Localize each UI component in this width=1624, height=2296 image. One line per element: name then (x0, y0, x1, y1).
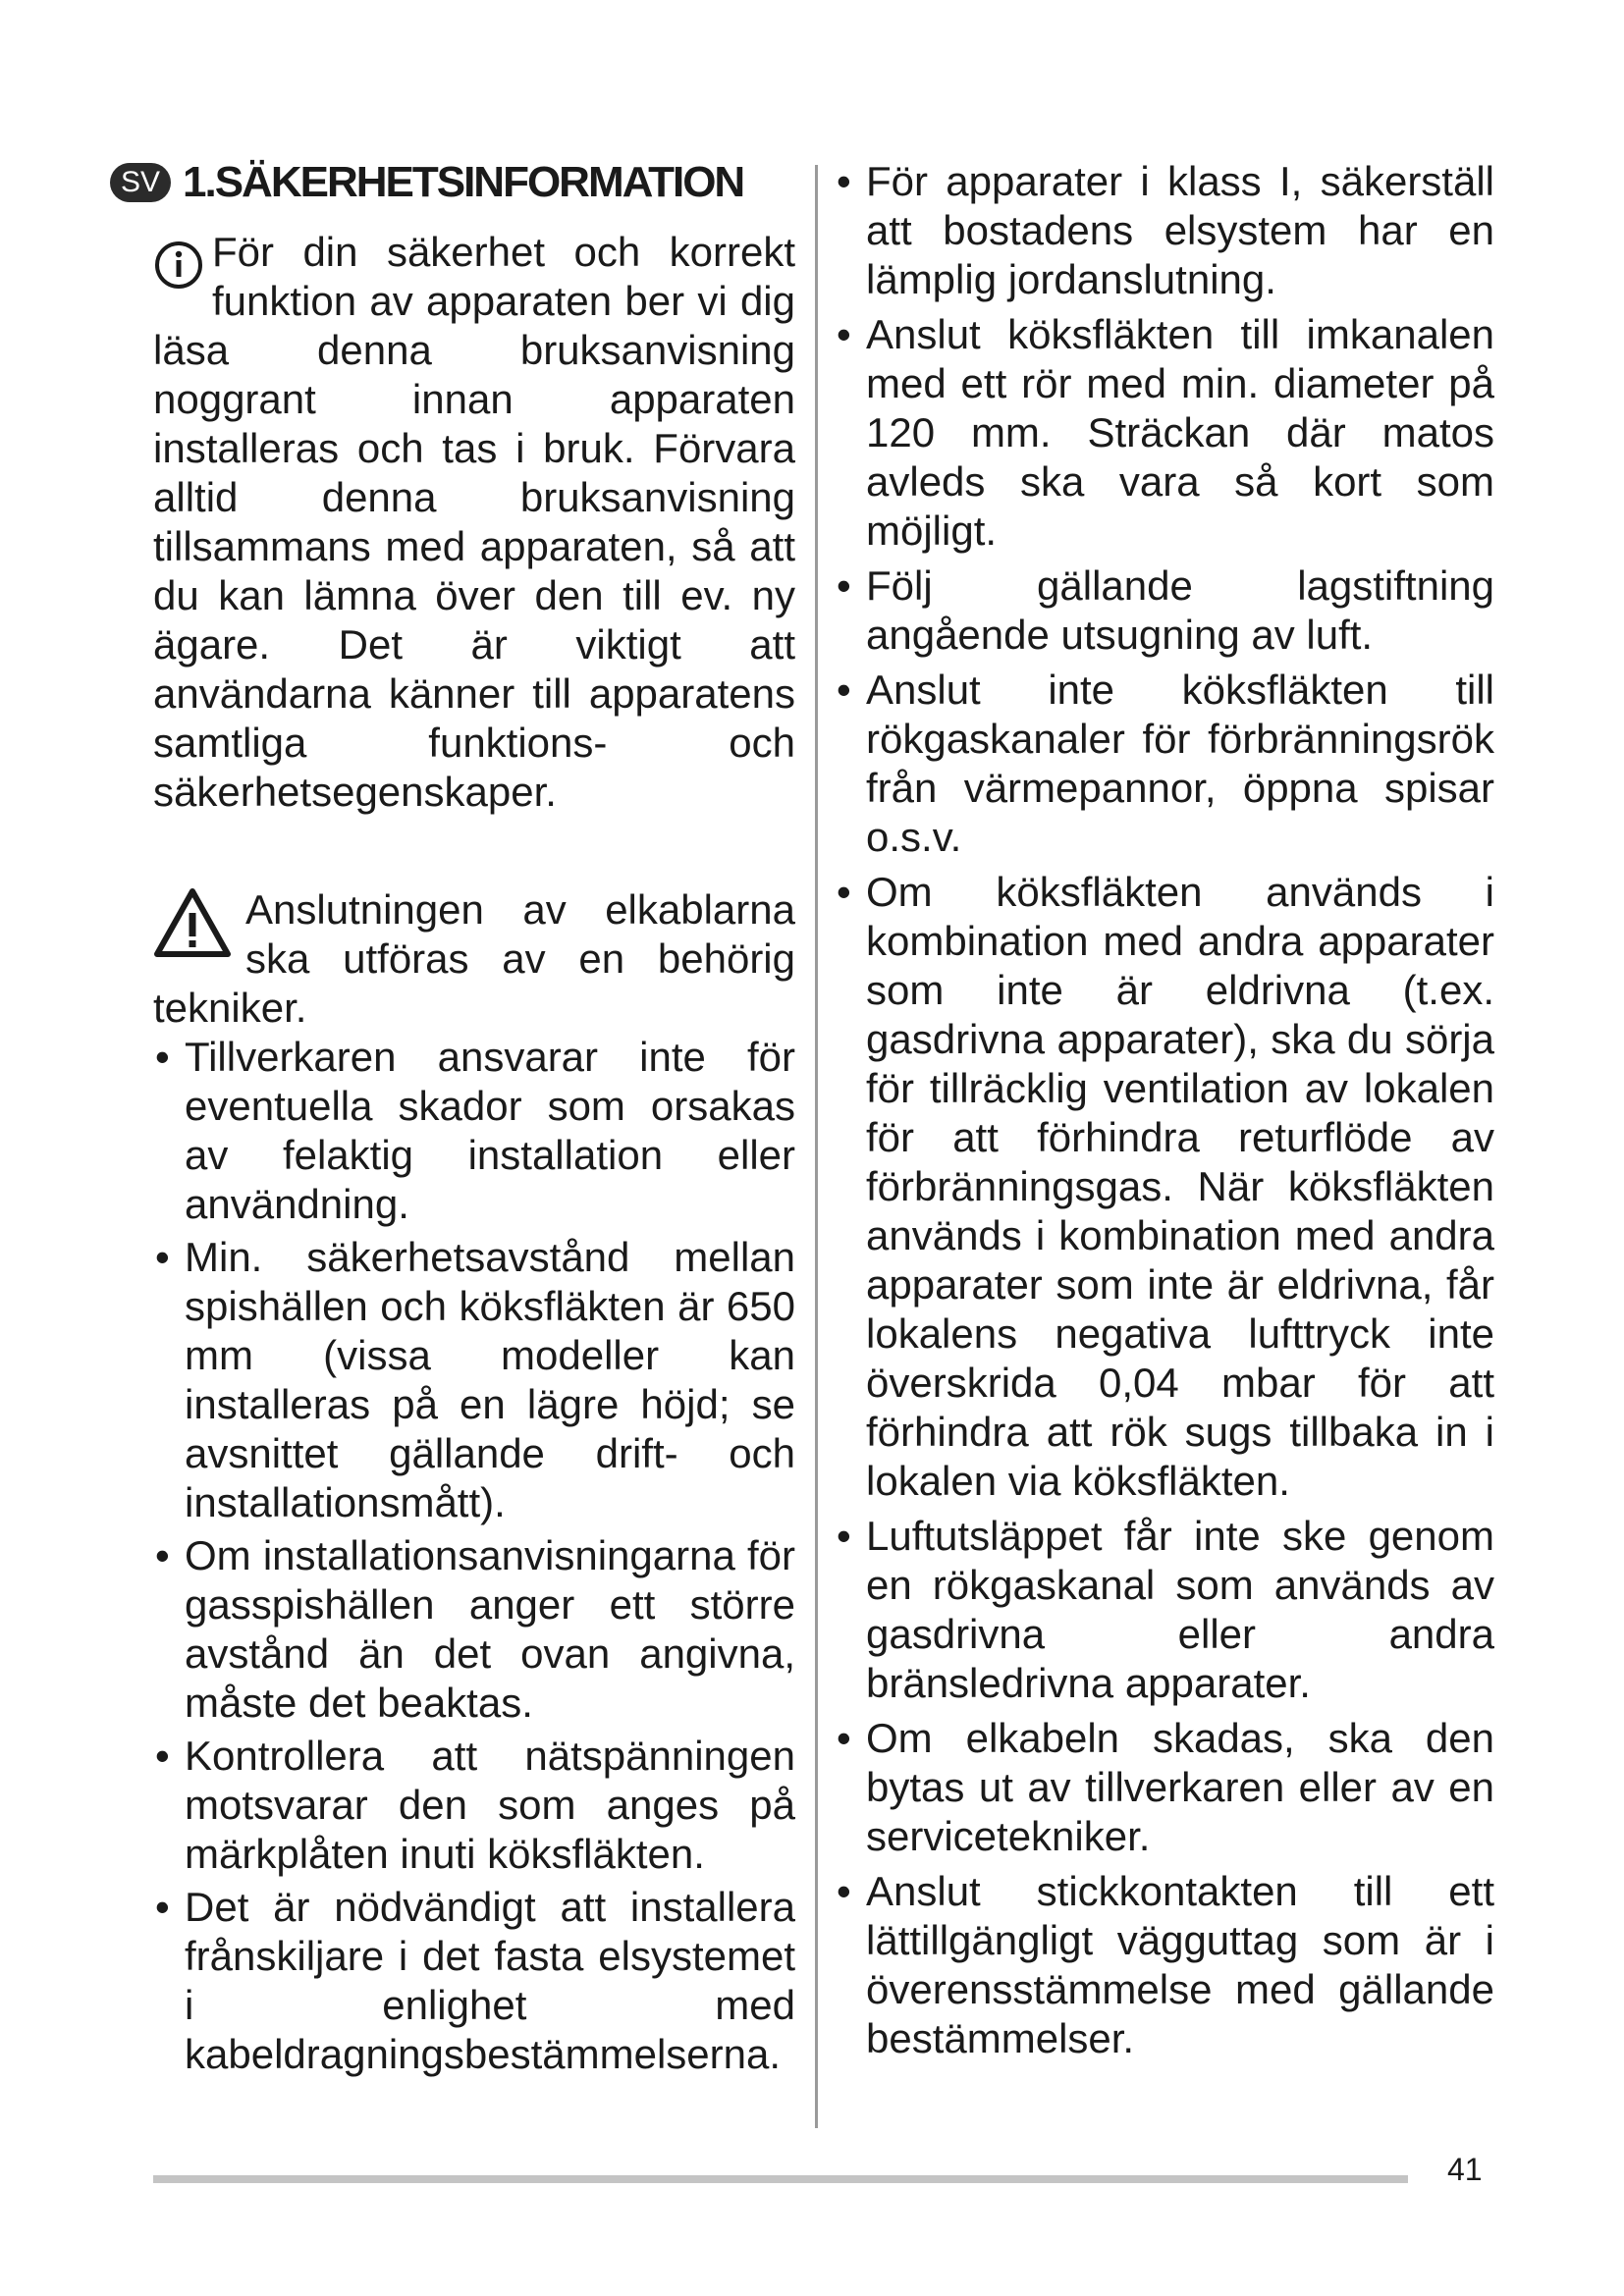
page-number: 41 (1447, 2152, 1483, 2187)
section-title: 1.SÄKERHETSINFORMATION (183, 158, 744, 206)
list-item: • Anslut inte köksfläkten till rökgaskanaler för förbränningsrök från värmepannor, öppna spisar o.s.v. (835, 666, 1494, 862)
intro-text: För din säkerhet och korrekt funktion av apparaten ber vi dig läsa denna bruksanvisning noggrant innan apparaten installeras och tas i bruk. Förvara alltid denna bruksanvisning tillsammans med apparaten, så att du kan lämna över den till ev. ny ägare. Det är viktigt att användarna känner till apparatens samtliga funktions- och säkerhetsegenskaper. (153, 229, 795, 815)
list-item: • Luftutsläppet får inte ske genom en rökgaskanal som används av gasdrivna eller andra bränsledrivna apparater. (835, 1512, 1494, 1708)
list-item: • Följ gällande lagstiftning angående utsugning av luft. (835, 561, 1494, 660)
language-badge: SV (110, 163, 171, 202)
intro-block (153, 228, 795, 817)
list-item: • Om installationsanvisningarna för gasspishällen anger ett större avstånd än det ovan angivna, måste det beaktas. (153, 1531, 795, 1728)
warning-block (153, 885, 795, 1033)
list-item: • Kontrollera att nätspänningen motsvarar den som anges på märkplåten inuti köksfläkten. (153, 1732, 795, 1879)
list-item: • Anslut köksfläkten till imkanalen med ett rör med min. diameter på 120 mm. Sträckan där matos avleds ska vara så kort som möjligt. (835, 310, 1494, 556)
info-icon (153, 240, 204, 291)
list-item: • Om elkabeln skadas, ska den bytas ut av tillverkaren eller av en servicetekniker. (835, 1714, 1494, 1861)
right-column (835, 157, 1494, 2069)
list-item: • Om köksfläkten används i kombination med andra apparater som inte är eldrivna (t.ex. gasdrivna apparater), ska du sörja för tillräcklig ventilation av lokalen för att förhindra returflöde av förbränningsgas. När köksfläkten används i kombination med andra apparater som inte är eldrivna, får lokalens negativa lufttryck inte överskrida 0,04 mbar för att förhindra att rök sugs tillbaka in i lokalen via köksfläkten. (835, 868, 1494, 1506)
list-item: • Min. säkerhetsavstånd mellan spishällen och köksfläkten är 650 mm (vissa modeller kan installeras på en lägre höjd; se avsnittet gällande drift- och installationsmått). (153, 1233, 795, 1527)
list-item: • För apparater i klass I, säkerställ att bostadens elsystem har en lämplig jordanslutning. (835, 157, 1494, 304)
column-divider (815, 165, 818, 2128)
section-heading (120, 155, 795, 210)
warning-text: Anslutningen av elkablarna ska utföras av en behörig tekniker. (153, 886, 795, 1031)
list-item: • Det är nödvändigt att installera frånskiljare i det fasta elsystemet i enlighet med kabeldragningsbestämmelserna. (153, 1883, 795, 2079)
left-column (120, 155, 795, 2083)
list-item: • Anslut stickkontakten till ett lättillgängligt vägguttag som är i överensstämmelse med gällande bestämmelser. (835, 1867, 1494, 2063)
footer-rule (153, 2175, 1408, 2183)
left-bullet-list (153, 1033, 795, 2079)
right-bullet-list (835, 157, 1494, 2063)
list-item: • Tillverkaren ansvarar inte för eventuella skador som orsakas av felaktig installation eller användning. (153, 1033, 795, 1229)
warning-icon (153, 887, 232, 958)
